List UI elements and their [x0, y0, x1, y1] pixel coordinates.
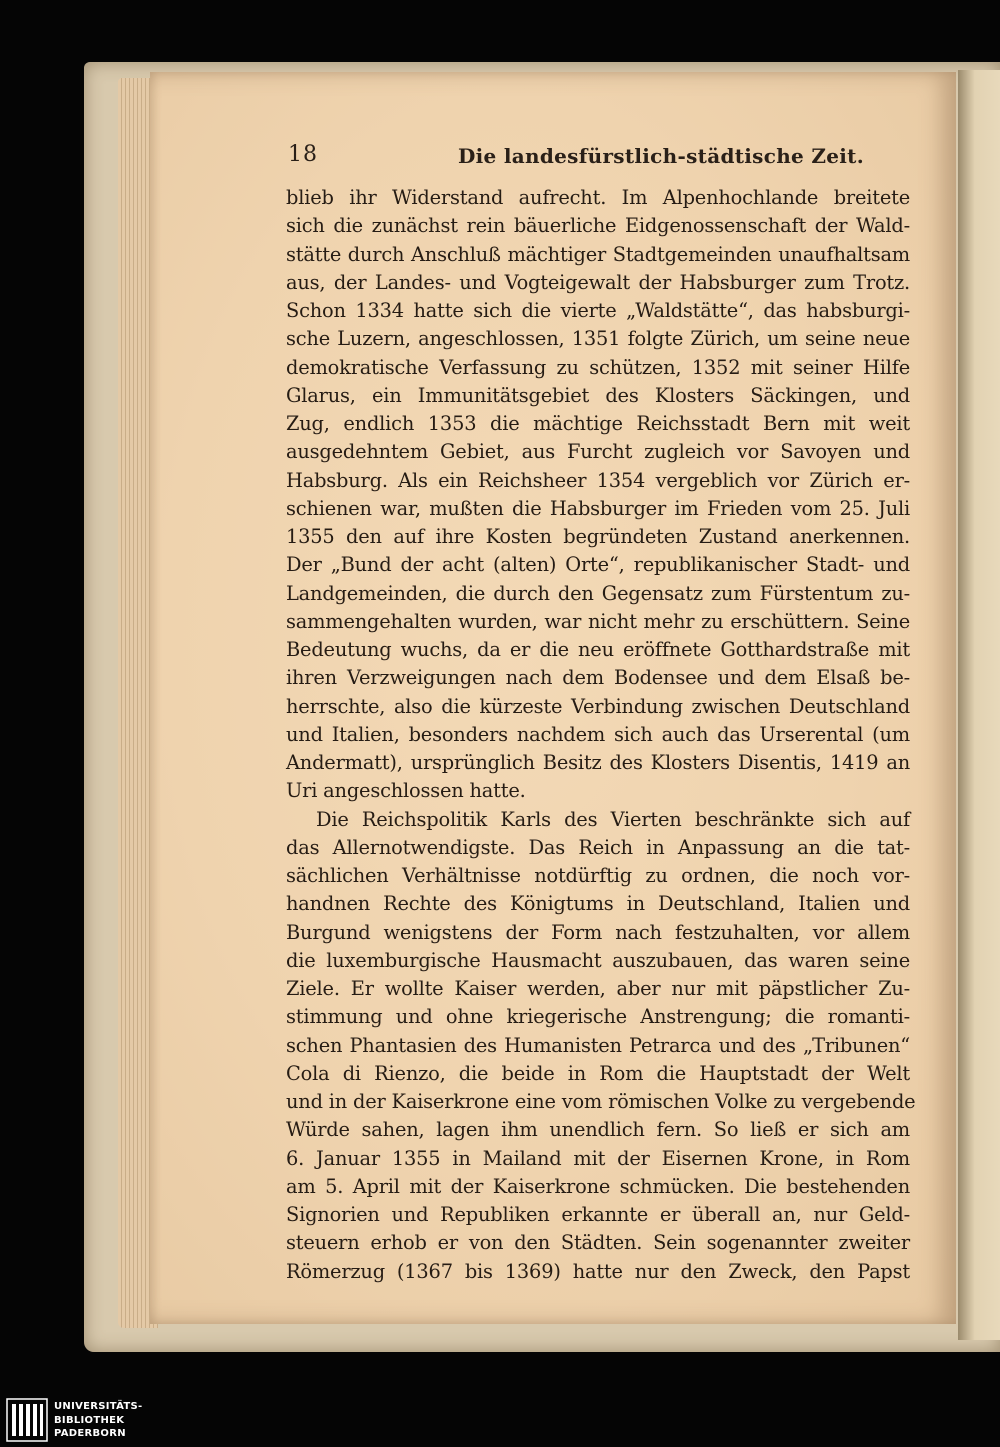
text-line: und in der Kaiserkrone eine vom römischen Volke zu vergebende — [286, 1090, 916, 1113]
text-line: steuern erhob er von den Städten. Sein sogenannter zweiter — [286, 1231, 910, 1255]
text-line: Cola di Rienzo, die beide in Rom die Hauptstadt der Welt — [286, 1061, 910, 1085]
text-line: sächlichen Verhältnisse notdürftig zu ordnen, die noch vor- — [286, 864, 910, 887]
text-line: sich die zunächst rein bäuerliche Eidgenossenschaft der Wald- — [286, 214, 910, 238]
text-line: Andermatt), ursprünglich Besitz des Klosters Disentis, 1419 an — [286, 751, 910, 774]
text-line: stätte durch Anschluß mächtiger Stadtgemeinden unaufhaltsam — [286, 242, 910, 266]
text-line: Der „Bund der acht (alten) Orte“, republikanischer Stadt- und — [286, 553, 910, 577]
text-line: am 5. April mit der Kaiserkrone schmücken. Die bestehenden — [286, 1174, 910, 1198]
text-line: handnen Rechte des Königtums in Deutschland, Italien und — [286, 892, 910, 916]
text-line: Würde sahen, lagen ihm unendlich fern. So ließ er sich am — [286, 1118, 910, 1142]
text-line: Zug, endlich 1353 die mächtige Reichsstadt Bern mit weit — [286, 412, 910, 435]
text-line: das Allernotwendigste. Das Reich in Anpassung an die tat- — [286, 835, 910, 859]
text-line: sammengehalten wurden, war nicht mehr zu erschüttern. Seine — [286, 609, 910, 633]
text-line: demokratische Verfassung zu schützen, 1352 mit seiner Hilfe — [286, 355, 910, 379]
text-line: Römerzug (1367 bis 1369) hatte nur den Zweck, den Papst — [286, 1259, 910, 1283]
library-logo-text — [54, 1400, 143, 1441]
text-line: blieb ihr Widerstand aufrecht. Im Alpenhochlande breitete — [286, 186, 910, 209]
text-line: Landgemeinden, die durch den Gegensatz zum Fürstentum zu- — [286, 581, 910, 605]
text-line: sche Luzern, angeschlossen, 1351 folgte Zürich, um seine neue — [286, 327, 910, 351]
text-line: Habsburg. Als ein Reichsheer 1354 vergeblich vor Zürich er- — [286, 468, 910, 492]
library-logo — [6, 1398, 166, 1442]
body-text — [286, 184, 916, 1286]
page-number: 18 — [288, 142, 318, 167]
text-line: Schon 1334 hatte sich die vierte „Waldstätte“, das habsburgi- — [286, 299, 910, 322]
text-line: Glarus, ein Immunitätsgebiet des Klosters Säckingen, und — [286, 383, 910, 407]
logo-line-2: BIBLIOTHEK — [54, 1414, 125, 1426]
text-line: Signorien und Republiken erkannte er überall an, nur Geld- — [286, 1203, 910, 1226]
text-line: ihren Verzweigungen nach dem Bodensee und dem Elsaß be- — [286, 666, 910, 690]
text-line: stimmung und ohne kriegerische Anstrengung; die romanti- — [286, 1005, 910, 1029]
text-line: ausgedehntem Gebiet, aus Furcht zugleich vor Savoyen und — [286, 440, 910, 464]
facing-page-edge — [958, 70, 1000, 1340]
text-line: und Italien, besonders nachdem sich auch das Urserental (um — [286, 722, 910, 746]
text-line: Die Reichspolitik Karls des Vierten beschränkte sich auf — [316, 807, 910, 831]
running-head — [288, 142, 910, 174]
text-line: aus, der Landes- und Vogteigewalt der Habsburger zum Trotz. — [286, 270, 910, 294]
text-line: schen Phantasien des Humanisten Petrarca und des „Tribunen“ — [286, 1033, 910, 1057]
text-line: 6. Januar 1355 in Mailand mit der Eisernen Krone, in Rom — [286, 1146, 910, 1170]
library-logo-icon — [6, 1398, 48, 1442]
text-line: herrschte, also die kürzeste Verbindung zwischen Deutschland — [286, 694, 910, 718]
logo-line-3: PADERBORN — [54, 1428, 126, 1439]
running-title: Die landesfürstlich-städtische Zeit. — [458, 144, 864, 168]
text-line: Uri angeschlossen hatte. — [286, 779, 526, 803]
text-line: Burgund wenigstens der Form nach festzuhalten, vor allem — [286, 920, 910, 944]
logo-line-1: UNIVERSITÄTS- — [54, 1401, 143, 1412]
text-line: die luxemburgische Hausmacht auszubauen, das waren seine — [286, 948, 910, 972]
text-line: Bedeutung wuchs, da er die neu eröffnete Gotthardstraße mit — [286, 638, 910, 661]
text-line: Ziele. Er wollte Kaiser werden, aber nur mit päpstlicher Zu- — [286, 977, 910, 1000]
text-line: 1355 den auf ihre Kosten begründeten Zustand anerkennen. — [286, 525, 910, 548]
text-line: schienen war, mußten die Habsburger im Frieden vom 25. Juli — [286, 496, 910, 520]
